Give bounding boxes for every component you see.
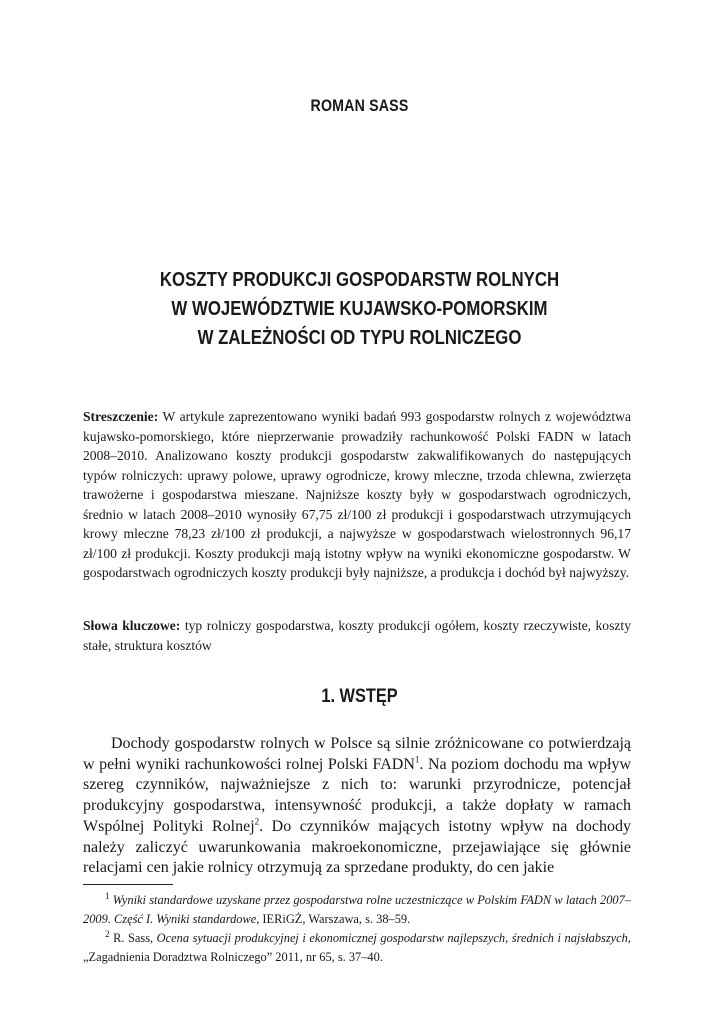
abstract-label: Streszczenie: (83, 409, 159, 424)
footnote-text: R. Sass, (113, 931, 157, 945)
article-title (91, 266, 628, 353)
section-heading: 1. WSTĘP (321, 686, 398, 707)
abstract (83, 407, 631, 583)
keywords-label: Słowa kluczowe: (83, 618, 181, 633)
paragraph-text: . Na poziom dochodu ma wpływ szereg czynników, najważniejsze z nich to: warunki przyrodnicze, potencjał produkcyjny gospodarstwa, intensywność produkcji, a także dopłaty w ramach Wspólnej Polityki Rolnej (83, 755, 632, 835)
title-line: W WOJEWÓDZTWIE KUJAWSKO-POMORSKIM (171, 298, 548, 320)
keywords (83, 616, 631, 655)
footnote (83, 929, 631, 967)
author-name: ROMAN SASS (310, 97, 409, 115)
paragraph-text: Dochody gospodarstw rolnych w Polsce są silnie zróżnicowane co potwierdzają w pełni wyniki rachunkowości rolnej Polski FADN (83, 735, 631, 773)
footnote (83, 891, 631, 929)
keywords-text: typ rolniczy gospodarstwa, koszty produkcji ogółem, koszty rzeczywiste, koszty stałe, struktura kosztów (83, 618, 632, 653)
title-line: KOSZTY PRODUKCJI GOSPODARSTW ROLNYCH (159, 269, 560, 291)
footnote-number: 1 (105, 890, 110, 901)
footnote-divider (83, 884, 173, 885)
footnote-ref: 1 (414, 754, 420, 765)
footnote-text: , IERiGŻ, Warszawa, s. 38–59. (256, 912, 411, 926)
footnotes (83, 891, 631, 967)
footnote-number: 2 (105, 928, 110, 939)
title-line: W ZALEŻNOŚCI OD TYPU ROLNICZEGO (197, 327, 522, 349)
abstract-text: W artykule zaprezentowano wyniki badań 993 gospodarstw rolnych z województwa kujawsko-pomorskiego, które nieprzerwanie prowadziły rachunkowość Polski FADN w latach 2008–2010. Analizowano koszty produkcji gospodarstw zakwalifikowanych do następujących typów rolniczych: uprawy polowe, uprawy ogrodnicze, krowy mleczne, trzoda chlewna, zwierzęta trawożerne i gospodarstwa mieszane. Najniższe koszty były w gospodarstwach ogrodniczych, średnio w latach 2008–2010 wynosiły 67,75 zł/100 zł produkcji i gospodarstwach utrzymujących krowy mleczne 78,23 zł/100 zł produkcji, a najwyższe w gospodarstwach wielostronnych 96,17 zł/100 zł produkcji. Koszty produkcji mają istotny wpływ na wyniki ekonomiczne gospodarstw. W gospodarstwach ogrodniczych koszty produkcji były najniższe, a produkcja i dochód był najwyższy. (83, 409, 631, 580)
footnote-ref: 2 (254, 816, 260, 827)
footnote-italic: Wyniki standardowe uzyskane przez gospodarstwa rolne uczestniczące w Polskim FADN w latach 2007–2009. Część I. Wyniki standardowe (83, 893, 631, 926)
footnote-text: , „Zagadnienia Doradztwa Rolniczego” 2011, nr 65, s. 37–40. (83, 931, 631, 964)
body-paragraph (83, 734, 631, 879)
paragraph-text: . Do czynników mających istotny wpływ na dochody należy zaliczyć uwarunkowania makroekonomiczne, przejawiające się głównie relacjami cen jakie rolnicy otrzymują za sprzedane produkty, do cen jakie (83, 817, 631, 877)
footnote-italic: Ocena sytuacji produkcyjnej i ekonomicznej gospodarstw najlepszych, średnich i najsłabszych (156, 931, 628, 945)
